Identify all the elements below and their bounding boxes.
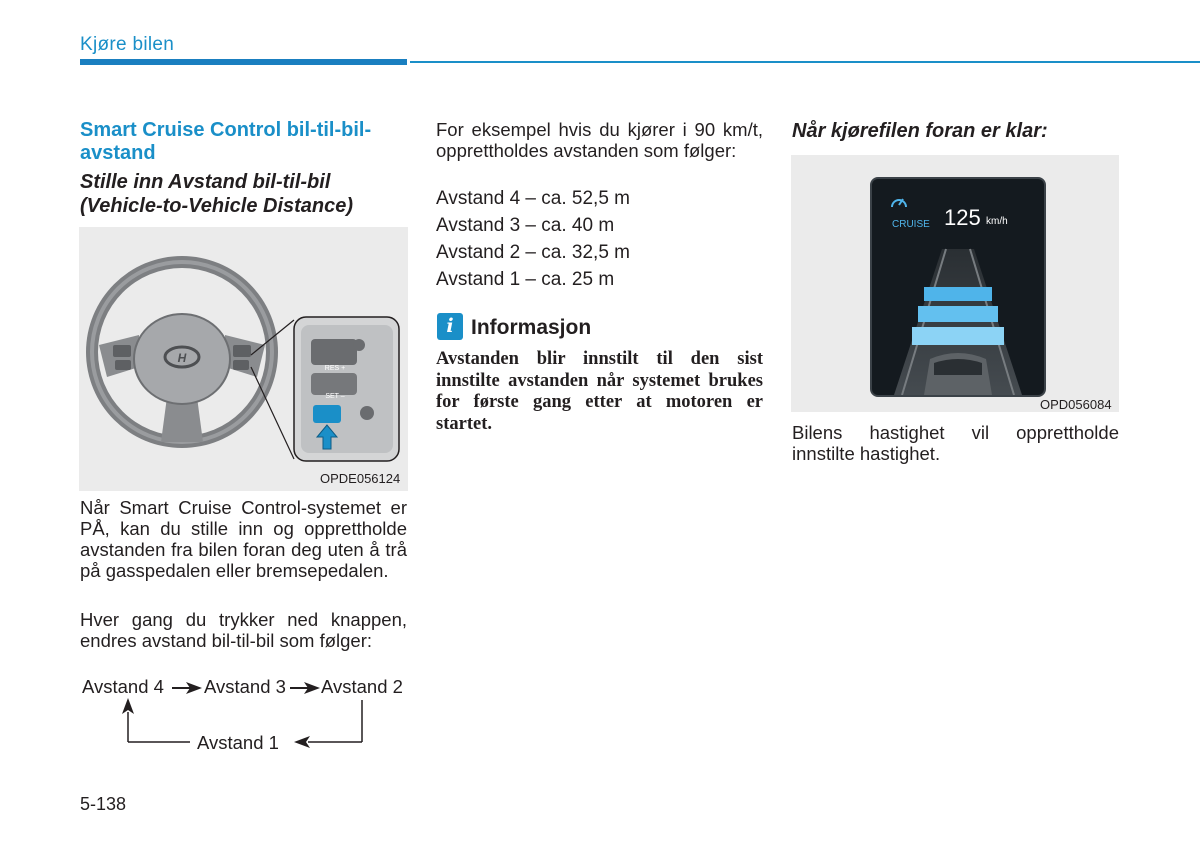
steering-wheel-icon: [79, 227, 408, 491]
image-code-left: OPDE056124: [320, 471, 401, 486]
example-intro: For eksempel hvis du kjører i 90 km/t, opprettholdes avstanden som følger:: [436, 119, 763, 161]
steering-wheel-illustration: [79, 227, 408, 491]
diagram-distance-4: Avstand 4: [82, 676, 164, 697]
distance-item: Avstand 3 – ca. 40 m: [436, 215, 615, 236]
header-rule-light: [410, 61, 1200, 63]
distance-item: Avstand 1 – ca. 25 m: [436, 269, 615, 290]
cruise-speedometer-icon: [890, 193, 908, 209]
subheading: Stille inn Avstand bil-til-bil (Vehicle-to-Vehicle Distance): [80, 171, 354, 217]
section-heading: Smart Cruise Control bil-til-bil- avstand: [80, 119, 372, 164]
svg-text:H: H: [177, 351, 187, 365]
info-title: Informasjon: [471, 316, 592, 339]
info-body: Avstanden blir innstilt til den sist innstilte avstanden når systemet brukes for første gang etter at motoren er startet.: [436, 349, 763, 434]
cluster-display-illustration: [791, 155, 1119, 412]
page-number: 5-138: [80, 794, 127, 814]
distance-item: Avstand 4 – ca. 52,5 m: [436, 188, 630, 209]
section-header: Kjøre bilen: [80, 34, 175, 55]
cruise-label: CRUISE: [892, 219, 930, 230]
distance-item: Avstand 2 – ca. 32,5 m: [436, 242, 630, 263]
info-icon: i: [437, 313, 463, 340]
distance-list: [436, 185, 763, 293]
speed-unit: km/h: [986, 216, 1008, 227]
diagram-distance-1: Avstand 1: [197, 732, 279, 753]
cycle-arrows-icon: [78, 676, 418, 756]
cluster-screen: [870, 177, 1046, 397]
header-rule-dark: [80, 59, 407, 65]
paragraph-press-button: Hver gang du trykker ned knappen, endres avstand bil-til-bil som følger:: [80, 609, 407, 651]
distance-cycle-diagram: [78, 676, 418, 756]
image-code-right: OPD056084: [1040, 397, 1112, 412]
right-caption: Bilens hastighet vil opprettholde innstilte hastighet.: [792, 422, 1119, 464]
set-speed-value: 125: [944, 205, 981, 230]
right-heading: Når kjørefilen foran er klar:: [792, 120, 1048, 142]
paragraph-intro: Når Smart Cruise Control-systemet er PÅ, kan du stille inn og opprettholde avstanden fra bilen foran deg uten å trå på gasspedalen eller bremsepedalen.: [80, 497, 407, 581]
set-label: SET –: [325, 393, 345, 400]
diagram-distance-3: Avstand 3: [204, 676, 286, 697]
res-label: RES +: [324, 365, 346, 372]
diagram-distance-2: Avstand 2: [321, 676, 403, 697]
